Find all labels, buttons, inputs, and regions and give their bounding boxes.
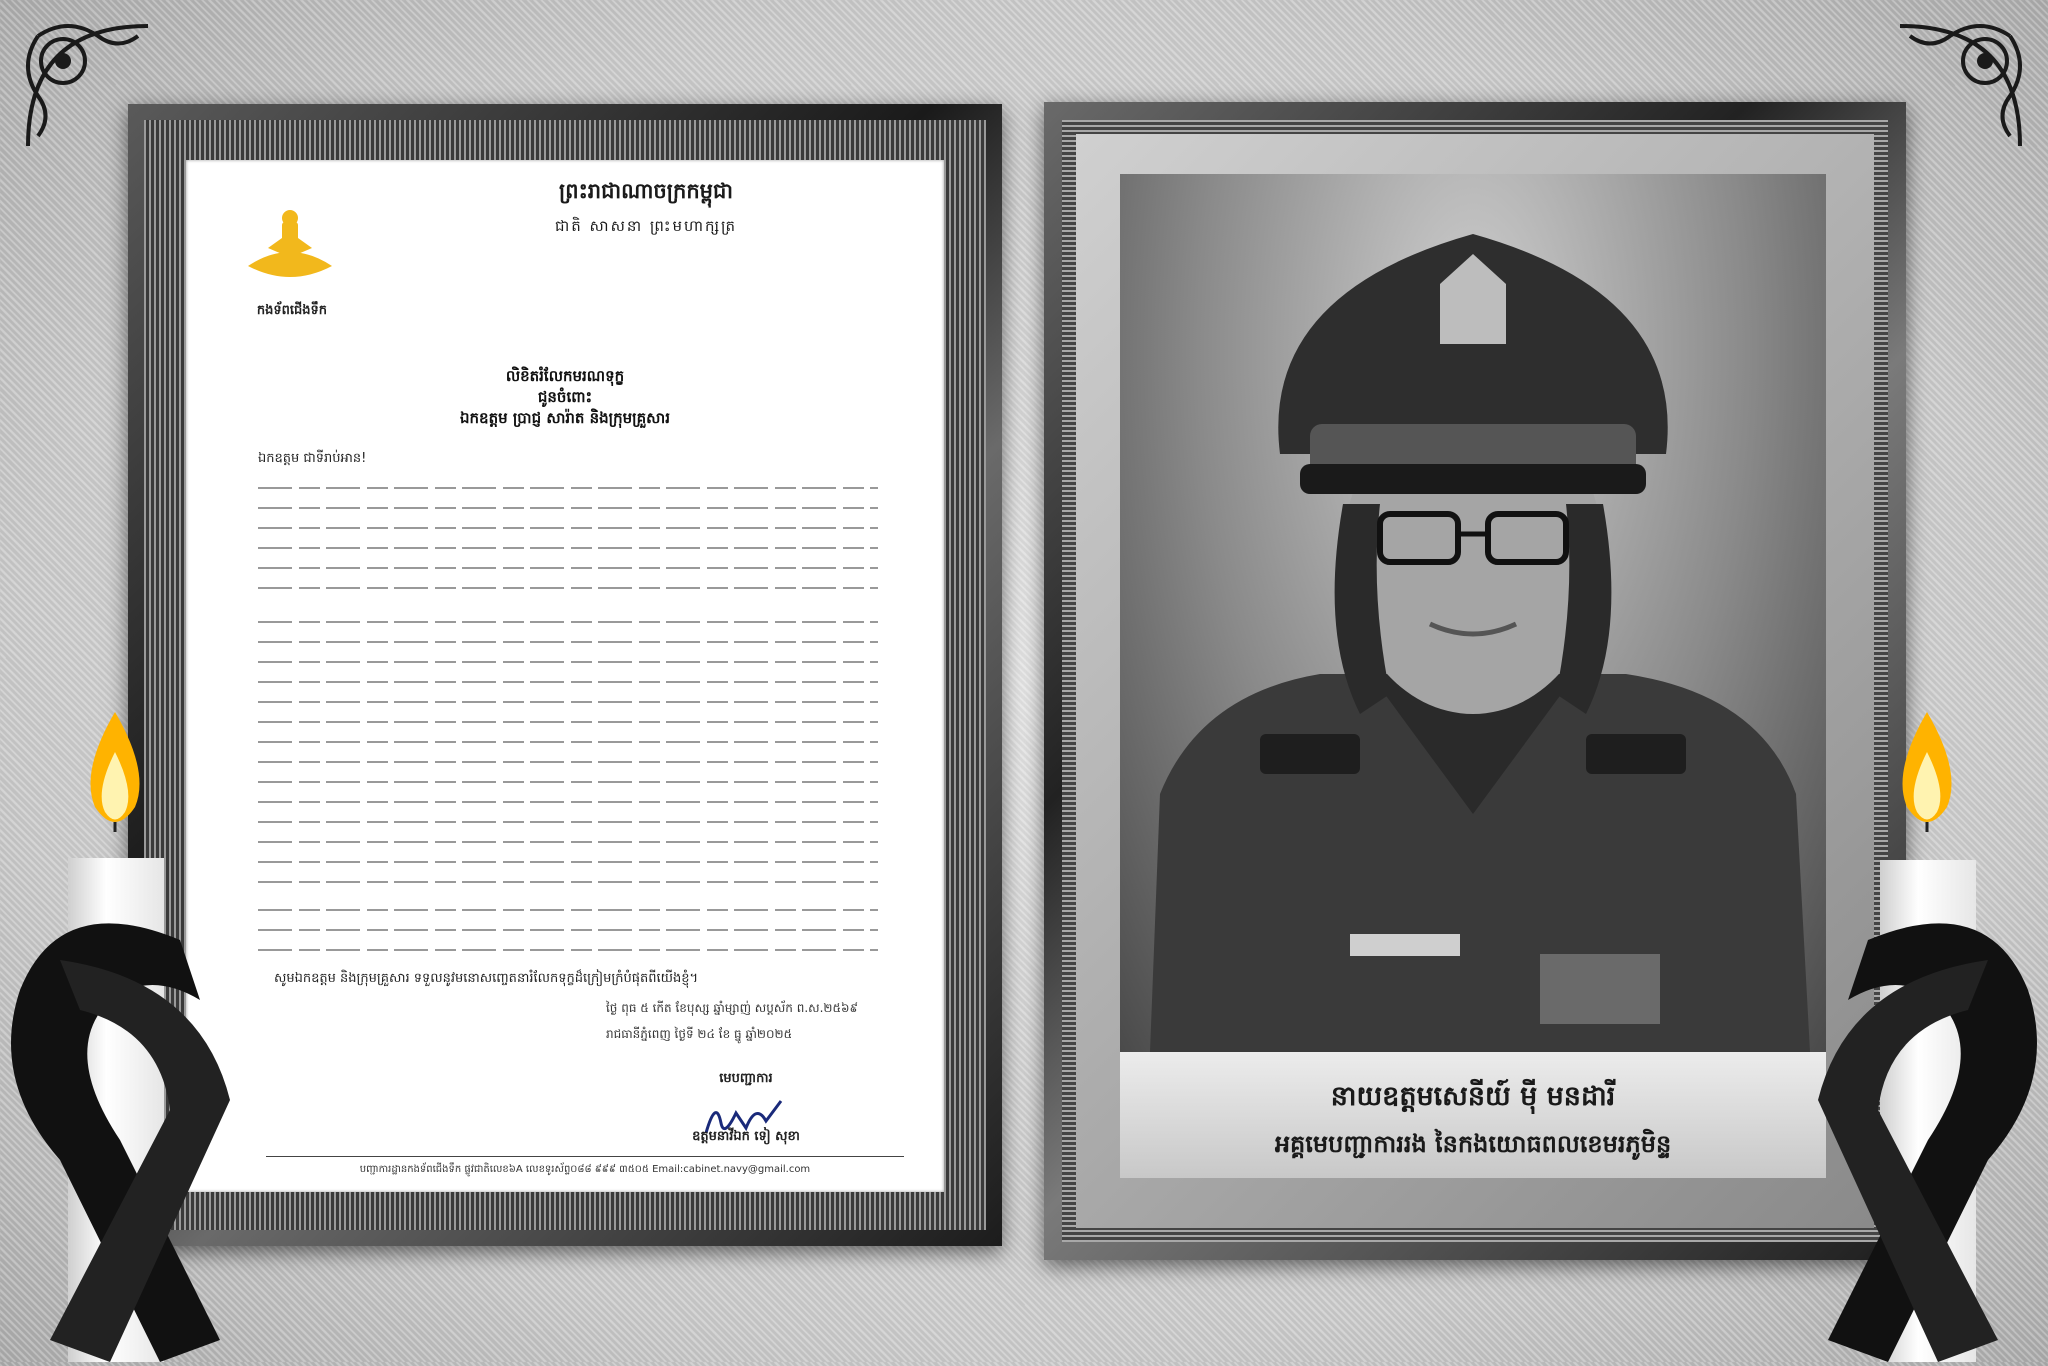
body-paragraph-1: [258, 476, 878, 596]
mourning-ribbon-right-icon: [1798, 900, 2048, 1366]
solar-date: រាជធានីភ្នំពេញ ថ្ងៃទី ២៤ ខែ ធ្នូ ឆ្នាំ២០២៥: [606, 1027, 793, 1041]
title-line-3: ឯកឧត្តម ប្រាជ្ញ សារ៉ាត និងក្រុមគ្រួសារ: [460, 409, 670, 427]
portrait-photo: [1120, 174, 1826, 1052]
body-paragraph-2: [258, 610, 878, 890]
footer-divider: [266, 1156, 904, 1157]
portrait-caption: [1120, 1052, 1826, 1178]
title-line-2: ជូនចំពោះ: [537, 388, 593, 406]
lunar-date: ថ្ងៃ ពុធ ៥ កើត ខែបុស្ស ឆ្នាំម្សាញ់ សប្តស័ក ព.ស.២៥៦៩: [606, 1001, 858, 1015]
closing-sentence: សូមឯកឧត្តម និងក្រុមគ្រួសារ ទទួលនូវមនោសញ្ចេតនារំលែកទុក្ខដ៏ក្រៀមក្រំបំផុតពីយើងខ្ញុំ។: [274, 971, 699, 986]
navy-logo: [238, 208, 342, 294]
signatory-name: ឧត្តមនាវីឯក ទៀ សុខា: [692, 1129, 800, 1144]
flame-left-icon: [80, 712, 150, 832]
body-paragraph-3: [258, 898, 878, 958]
national-motto: ជាតិ សាសនា ព្រះមហាក្សត្រ: [554, 217, 738, 235]
mourning-ribbon-left-icon: [0, 900, 250, 1366]
footer-address: បញ្ជាការដ្ឋានកងទ័ពជើងទឹក ផ្លូវជាតិលេខ៦A លេខទូរស័ព្ទ០៨៨ ៩៩៩ ៣៥០៥ Email:cabinet.navy@gmail.com: [359, 1164, 811, 1175]
caption-name: នាយឧត្តមសេនីយ៍ មុី មនដារី: [1330, 1081, 1616, 1112]
kingdom-title: ព្រះរាជាណាចក្រកម្ពុជា: [558, 178, 733, 203]
condolence-letter: [186, 160, 944, 1192]
title-line-1: លិខិតរំលែកមរណទុក្ខ: [505, 367, 625, 385]
letterhead: [396, 178, 896, 239]
flame-right-icon: [1892, 712, 1962, 832]
signatory-title: មេបញ្ជាការ: [719, 1071, 773, 1086]
officer-portrait: [1120, 174, 1826, 1052]
salutation: ឯកឧត្តម ជាទីរាប់អាន!: [258, 451, 367, 466]
letter-title: [186, 366, 944, 429]
letter-frame: [128, 104, 1002, 1246]
caption-position: អគ្គមេបញ្ជាការរង នៃកងយោធពលខេមរភូមិន្ទ: [1274, 1129, 1672, 1158]
unit-name: កងទ័ពជើងទឹក: [256, 303, 328, 318]
portrait-frame: [1044, 102, 1906, 1260]
